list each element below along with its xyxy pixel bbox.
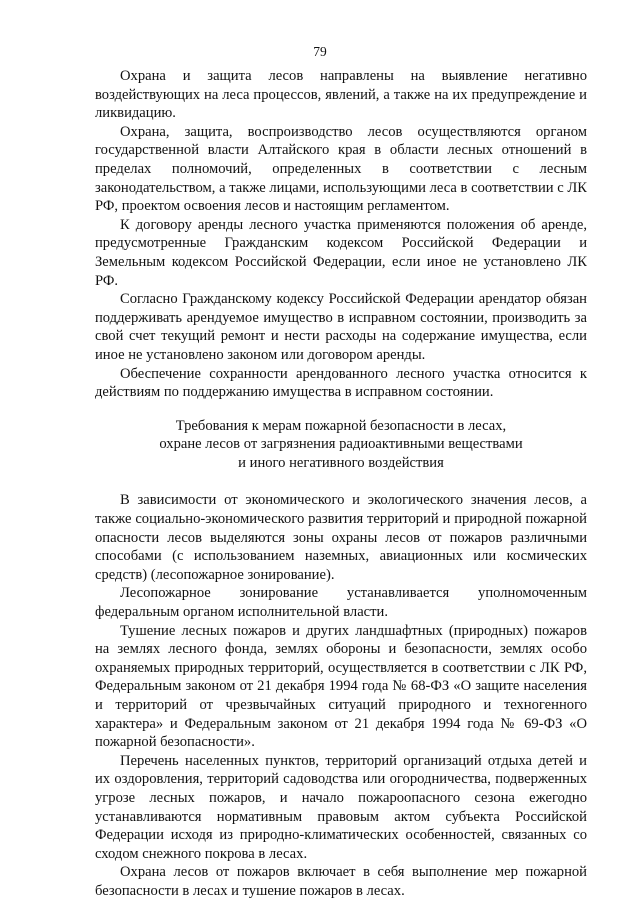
page-number: 79 bbox=[313, 44, 327, 59]
paragraph: Тушение лесных пожаров и других ландшафтных (природных) пожаров на землях лесного фонда, землях обороны и безопасности, землях особо охраняемых природных территорий, осуществляется в соответствии с ЛК РФ, Федеральным законом от 21 декабря 1994 года № 68-ФЗ «О защите населения и территорий от чрезвычайных ситуаций природного и техногенного характера» и Федеральным законом от 21 декабря 1994 года № 69-ФЗ «О пожарной безопасности». bbox=[95, 622, 587, 751]
paragraph: Согласно Гражданскому кодексу Российской Федерации арендатор обязан поддерживать арендуемое имущество в исправном состоянии, производить за свой счет текущий ремонт и нести расходы на содержание имущества, если иное не установлено законом или договором аренды. bbox=[95, 291, 587, 363]
paragraph: Охрана и защита лесов направлены на выявление негативно воздействующих на леса процессов, явлений, а также на их предупреждение и ликвидацию. bbox=[95, 68, 587, 122]
paragraph: Охрана лесов от пожаров включает в себя выполнение мер пожарной безопасности в лесах и тушение пожаров в лесах. bbox=[95, 864, 587, 899]
body-text bbox=[95, 67, 587, 901]
section-heading bbox=[95, 417, 587, 473]
paragraph: Перечень населенных пунктов, территорий организаций отдыха детей и их оздоровления, территорий садоводства или огородничества, подверженных угрозе лесных пожаров, и начало пожароопасного сезона ежегодно устанавливаются нормативным правовым актом субъекта Российской Федерации исходя из природно-климатических особенностей, связанных со сходом снежного покрова в лесах. bbox=[95, 752, 587, 862]
paragraph: Лесопожарное зонирование устанавливается уполномоченным федеральным органом исполнительной власти. bbox=[95, 585, 587, 621]
paragraph: В зависимости от экономического и экологического значения лесов, а также социально-экономического развития территорий и природной пожарной опасности лесов выделяются зоны охраны лесов от пожаров различными способами (с использованием наземных, авиационных или космических средств) (лесопожарное зонирование). bbox=[95, 492, 587, 583]
heading-line: и иного негативного воздействия bbox=[238, 454, 444, 471]
paragraph: К договору аренды лесного участка применяются положения об аренде, предусмотренные Гражданским кодексом Российской Федерации и Земельным кодексом Российской Федерации, если иное не установлено ЛК РФ. bbox=[95, 216, 587, 289]
heading-line: охране лесов от загрязнения радиоактивными веществами bbox=[159, 436, 523, 453]
heading-line: Требования к мерам пожарной безопасности в лесах, bbox=[175, 417, 507, 434]
paragraph: Обеспечение сохранности арендованного лесного участка относится к действиям по поддержанию имущества в исправном состоянии. bbox=[95, 365, 587, 401]
paragraph: Охрана, защита, воспроизводство лесов осуществляются органом государственной власти Алтайского края в области лесных отношений в пределах полномочий, определенных в соответствии с лесным законодательством, а также лицами, использующими леса в соответствии с ЛК РФ, проектом освоения лесов и настоящим регламентом. bbox=[95, 123, 587, 215]
